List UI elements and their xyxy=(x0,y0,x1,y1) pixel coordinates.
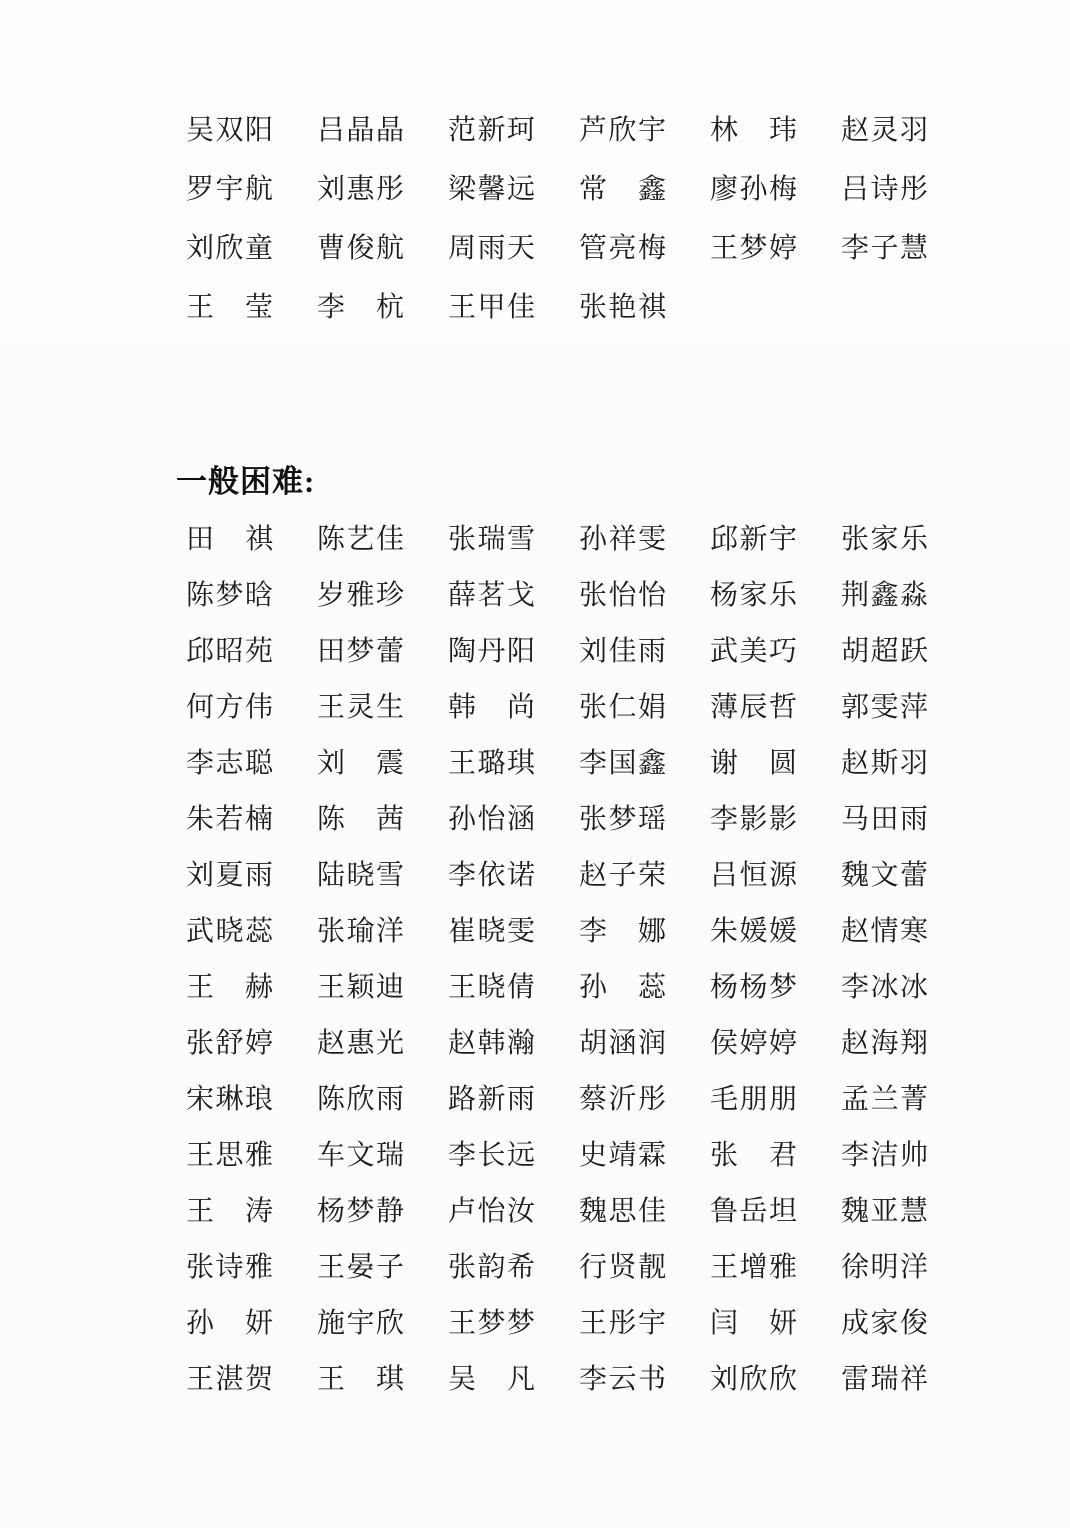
person-name: 李子慧 xyxy=(841,233,928,264)
person-name: 吴双阳 xyxy=(186,115,273,146)
person-name: 曹俊航 xyxy=(317,233,404,264)
person-name: 陈欣雨 xyxy=(317,1084,404,1115)
person-name: 林玮 xyxy=(710,115,797,146)
person-name: 施宇欣 xyxy=(317,1308,404,1339)
person-name: 陈梦晗 xyxy=(186,580,273,611)
person-name: 田祺 xyxy=(186,524,273,555)
name-row xyxy=(186,1029,1070,1059)
person-name: 朱媛媛 xyxy=(710,916,797,947)
person-name: 张君 xyxy=(710,1140,797,1171)
person-name: 王莹 xyxy=(186,292,273,323)
name-row xyxy=(186,116,1070,146)
person-name: 王琪 xyxy=(317,1364,404,1395)
person-name: 成家俊 xyxy=(841,1308,928,1339)
person-name: 崔晓雯 xyxy=(448,916,535,947)
person-name: 雷瑞祥 xyxy=(841,1364,928,1395)
person-name: 王颖迪 xyxy=(317,972,404,1003)
person-name: 吕诗彤 xyxy=(841,174,928,205)
person-name: 张家乐 xyxy=(841,524,928,555)
person-name: 王增雅 xyxy=(710,1252,797,1283)
person-name: 闫妍 xyxy=(710,1308,797,1339)
person-name: 李长远 xyxy=(448,1140,535,1171)
person-name: 魏亚慧 xyxy=(841,1196,928,1227)
person-name: 武美巧 xyxy=(710,636,797,667)
person-name: 王璐琪 xyxy=(448,748,535,779)
person-name: 李依诺 xyxy=(448,860,535,891)
person-name: 吕恒源 xyxy=(710,860,797,891)
person-name: 刘欣童 xyxy=(186,233,273,264)
person-name: 陈艺佳 xyxy=(317,524,404,555)
person-name: 杨家乐 xyxy=(710,580,797,611)
person-name: 卢怡汝 xyxy=(448,1196,535,1227)
general-difficulty-name-list xyxy=(186,525,1070,1395)
person-name: 赵斯羽 xyxy=(841,748,928,779)
top-name-list xyxy=(186,116,1070,323)
person-name: 刘夏雨 xyxy=(186,860,273,891)
person-name: 史靖霖 xyxy=(579,1140,666,1171)
person-name: 何方伟 xyxy=(186,692,273,723)
person-name: 李冰冰 xyxy=(841,972,928,1003)
person-name: 鲁岳坦 xyxy=(710,1196,797,1227)
person-name: 管亮梅 xyxy=(579,233,666,264)
name-row xyxy=(186,637,1070,667)
person-name: 廖孙梅 xyxy=(710,174,797,205)
name-row xyxy=(186,1141,1070,1171)
person-name: 薛茗戈 xyxy=(448,580,535,611)
name-row xyxy=(186,973,1070,1003)
person-name: 李娜 xyxy=(579,916,666,947)
person-name: 吴凡 xyxy=(448,1364,535,1395)
person-name: 王梦梦 xyxy=(448,1308,535,1339)
person-name: 王思雅 xyxy=(186,1140,273,1171)
person-name: 张怡怡 xyxy=(579,580,666,611)
person-name: 王赫 xyxy=(186,972,273,1003)
person-name: 孙祥雯 xyxy=(579,524,666,555)
person-name: 王涛 xyxy=(186,1196,273,1227)
person-name: 胡涵润 xyxy=(579,1028,666,1059)
person-name: 张韵希 xyxy=(448,1252,535,1283)
person-name: 李志聪 xyxy=(186,748,273,779)
person-name: 朱若楠 xyxy=(186,804,273,835)
person-name: 侯婷婷 xyxy=(710,1028,797,1059)
general-difficulty-heading: 一般困难: xyxy=(176,464,316,499)
person-name: 孙蕊 xyxy=(579,972,666,1003)
person-name: 薄辰哲 xyxy=(710,692,797,723)
person-name: 张仁娟 xyxy=(579,692,666,723)
person-name: 田梦蕾 xyxy=(317,636,404,667)
person-name: 宋琳琅 xyxy=(186,1084,273,1115)
name-row xyxy=(186,581,1070,611)
person-name: 孟兰菁 xyxy=(841,1084,928,1115)
person-name: 李杭 xyxy=(317,292,404,323)
name-row xyxy=(186,234,1070,264)
person-name: 刘欣欣 xyxy=(710,1364,797,1395)
person-name: 王梦婷 xyxy=(710,233,797,264)
person-name: 赵韩瀚 xyxy=(448,1028,535,1059)
person-name: 张艳祺 xyxy=(579,292,666,323)
person-name: 王湛贺 xyxy=(186,1364,273,1395)
person-name: 杨梦静 xyxy=(317,1196,404,1227)
person-name: 罗宇航 xyxy=(186,174,273,205)
person-name: 邱昭苑 xyxy=(186,636,273,667)
person-name: 刘佳雨 xyxy=(579,636,666,667)
person-name: 荆鑫淼 xyxy=(841,580,928,611)
person-name: 路新雨 xyxy=(448,1084,535,1115)
name-row xyxy=(186,1253,1070,1283)
person-name: 王晏子 xyxy=(317,1252,404,1283)
person-name: 胡超跃 xyxy=(841,636,928,667)
person-name: 梁馨远 xyxy=(448,174,535,205)
person-name: 陈茜 xyxy=(317,804,404,835)
name-row xyxy=(186,175,1070,205)
name-row xyxy=(186,861,1070,891)
person-name: 毛朋朋 xyxy=(710,1084,797,1115)
person-name: 赵子荣 xyxy=(579,860,666,891)
person-name: 陆晓雪 xyxy=(317,860,404,891)
person-name: 王甲佳 xyxy=(448,292,535,323)
person-name: 刘惠彤 xyxy=(317,174,404,205)
person-name: 范新珂 xyxy=(448,115,535,146)
name-row xyxy=(186,1197,1070,1227)
person-name: 马田雨 xyxy=(841,804,928,835)
person-name: 张瑜洋 xyxy=(317,916,404,947)
person-name: 李国鑫 xyxy=(579,748,666,779)
name-row xyxy=(186,293,1070,323)
name-row xyxy=(186,917,1070,947)
person-name: 王彤宇 xyxy=(579,1308,666,1339)
person-name: 张瑞雪 xyxy=(448,524,535,555)
person-name: 李洁帅 xyxy=(841,1140,928,1171)
name-row xyxy=(186,693,1070,723)
person-name: 邱新宇 xyxy=(710,524,797,555)
name-row xyxy=(186,749,1070,779)
person-name: 李云书 xyxy=(579,1364,666,1395)
person-name: 行贤靓 xyxy=(579,1252,666,1283)
person-name: 魏思佳 xyxy=(579,1196,666,1227)
name-row xyxy=(186,1365,1070,1395)
person-name: 孙怡涵 xyxy=(448,804,535,835)
person-name: 岁雅珍 xyxy=(317,580,404,611)
person-name: 刘震 xyxy=(317,748,404,779)
person-name: 郭雯萍 xyxy=(841,692,928,723)
person-name: 李影影 xyxy=(710,804,797,835)
person-name: 韩尚 xyxy=(448,692,535,723)
person-name: 赵海翔 xyxy=(841,1028,928,1059)
person-name: 张梦瑶 xyxy=(579,804,666,835)
name-row xyxy=(186,805,1070,835)
person-name: 魏文蕾 xyxy=(841,860,928,891)
person-name: 谢圆 xyxy=(710,748,797,779)
name-row xyxy=(186,525,1070,555)
person-name: 吕晶晶 xyxy=(317,115,404,146)
person-name: 车文瑞 xyxy=(317,1140,404,1171)
person-name: 武晓蕊 xyxy=(186,916,273,947)
person-name: 蔡沂彤 xyxy=(579,1084,666,1115)
person-name: 赵情寒 xyxy=(841,916,928,947)
person-name: 陶丹阳 xyxy=(448,636,535,667)
person-name: 张舒婷 xyxy=(186,1028,273,1059)
person-name: 常鑫 xyxy=(579,174,666,205)
person-name: 赵惠光 xyxy=(317,1028,404,1059)
person-name: 张诗雅 xyxy=(186,1252,273,1283)
name-row xyxy=(186,1309,1070,1339)
person-name: 赵灵羽 xyxy=(841,115,928,146)
person-name: 杨杨梦 xyxy=(710,972,797,1003)
person-name: 芦欣宇 xyxy=(579,115,666,146)
person-name: 周雨天 xyxy=(448,233,535,264)
person-name: 王灵生 xyxy=(317,692,404,723)
person-name: 徐明洋 xyxy=(841,1252,928,1283)
person-name: 孙妍 xyxy=(186,1308,273,1339)
person-name: 王晓倩 xyxy=(448,972,535,1003)
name-row xyxy=(186,1085,1070,1115)
